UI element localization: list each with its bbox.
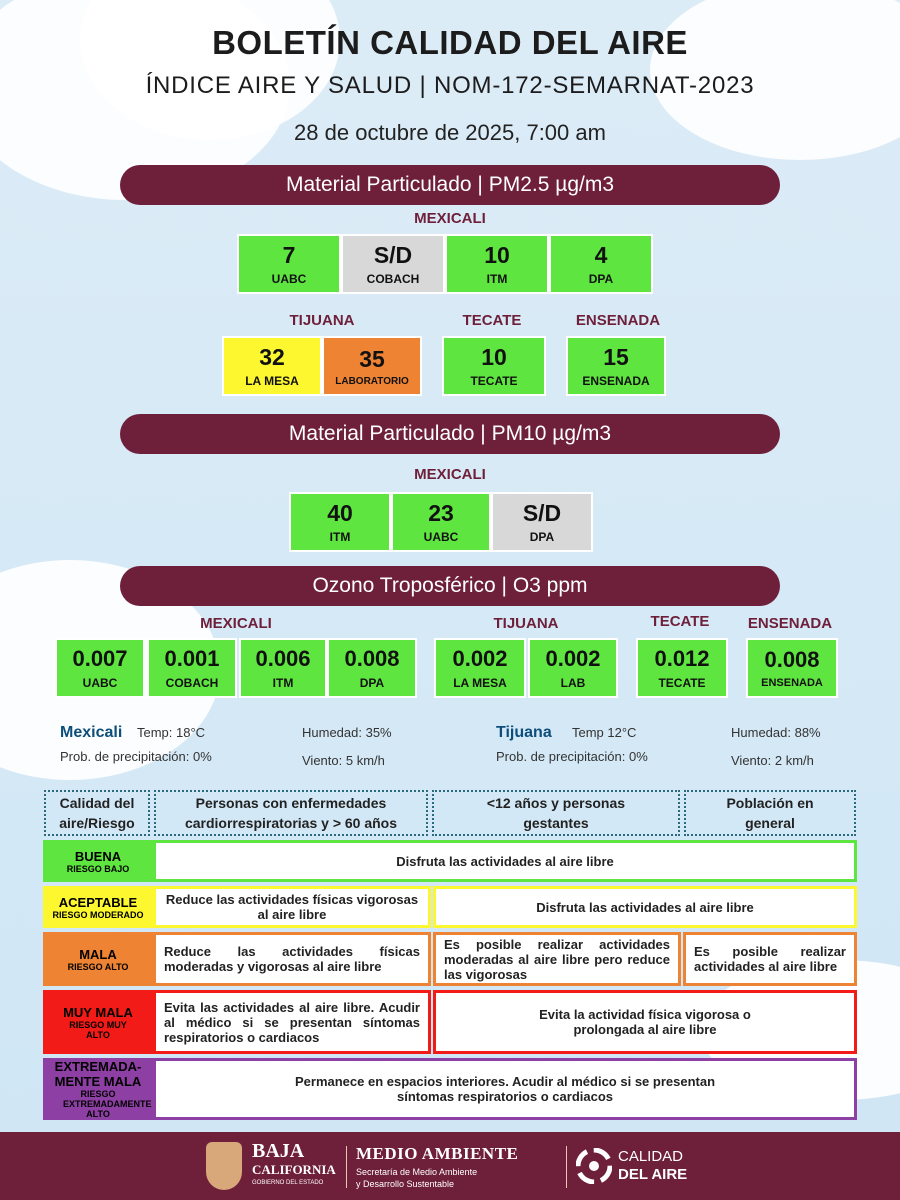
pm25-banner: Material Particulado | PM2.5 µg/m3 — [120, 165, 780, 205]
footer-ma-line2: Secretaría de Medio Ambiente — [356, 1167, 478, 1177]
o3-mexicali-dpa: 0.008 DPA — [327, 638, 417, 698]
pm25-mexicali-cobach: S/D COBACH — [341, 234, 445, 294]
o3-tecate: 0.012 TECATE — [636, 638, 728, 698]
advice-mala-children: Es posible realizar actividades moderadas al aire libre pero reduce las vigorosas — [433, 932, 681, 986]
advice-mala-cardio: Reduce las actividades físicas moderadas y vigorosas al aire libre — [153, 932, 431, 986]
footer-ca-line1: CALIDAD — [618, 1148, 684, 1165]
weather-tijuana-temp: Temp 12°C — [572, 725, 637, 740]
footer-bc-line3: GOBIERNO DEL ESTADO — [252, 1180, 324, 1186]
page-subtitle: ÍNDICE AIRE Y SALUD | NOM-172-SEMARNAT-2023 — [145, 72, 755, 99]
pm10-mexicali-itm: 40 ITM — [289, 492, 391, 552]
level-aceptable: ACEPTABLE RIESGO MODERADO — [43, 886, 153, 928]
o3-ensenada: 0.008 ENSENADA — [746, 638, 838, 698]
weather-mexicali-wind: Viento: 5 km/h — [302, 753, 385, 768]
o3-tijuana-lamesa: 0.002 LA MESA — [434, 638, 526, 698]
pm25-ensenada: 15 ENSENADA — [566, 336, 666, 396]
pm10-banner: Material Particulado | PM10 µg/m3 — [120, 414, 780, 454]
o3-mexicali-uabc: 0.007 UABC — [55, 638, 145, 698]
calidad-aire-logo-icon — [576, 1148, 612, 1184]
weather-tijuana-precip: Prob. de precipitación: 0% — [496, 749, 648, 764]
table-header-risk: Calidad del aire/Riesgo — [44, 790, 150, 836]
advice-muy-mala-general: Evita la actividad física vigorosa o prolongada al aire libre — [433, 990, 857, 1054]
advice-mala-general: Es posible realizar actividades al aire libre — [683, 932, 857, 986]
o3-tijuana-label: TIJUANA — [493, 615, 559, 632]
footer-ma-line3: y Desarrollo Sustentable — [356, 1179, 455, 1189]
footer-divider — [346, 1146, 347, 1188]
pm25-mexicali-label: MEXICALI — [414, 210, 486, 227]
footer-divider — [566, 1146, 567, 1188]
weather-mexicali-precip: Prob. de precipitación: 0% — [60, 749, 212, 764]
footer-ca-line2: DEL AIRE — [618, 1166, 688, 1183]
state-shield-icon — [206, 1142, 242, 1190]
pm25-tijuana-label: TIJUANA — [289, 312, 355, 329]
footer-bc-line2: CALIFORNIA — [252, 1162, 336, 1177]
footer-bc-line1: BAJA — [252, 1140, 305, 1162]
o3-ensenada-label: ENSENADA — [747, 615, 833, 632]
table-header-children: <12 años y personas gestantes — [432, 790, 680, 836]
o3-tijuana-lab: 0.002 LAB — [528, 638, 618, 698]
advice-buena: Disfruta las actividades al aire libre — [153, 840, 857, 882]
footer-ma-title: MEDIO AMBIENTE — [356, 1144, 519, 1163]
advice-aceptable-sensitive: Reduce las actividades físicas vigorosas al aire libre — [153, 886, 431, 928]
table-header-cardio: Personas con enfermedades cardiorrespiratorias y > 60 años — [154, 790, 428, 836]
weather-mexicali-temp: Temp: 18°C — [137, 725, 206, 740]
o3-mexicali-label: MEXICALI — [200, 615, 272, 632]
pm25-mexicali-itm: 10 ITM — [445, 234, 549, 294]
level-extremadamente-mala: EXTREMADA-MENTE MALA RIESGO EXTREMADAMENTE ALTO — [43, 1058, 153, 1120]
pm25-tecate-label: TECATE — [462, 312, 522, 329]
o3-tecate-label: TECATE — [650, 613, 710, 630]
pm25-mexicali-uabc: 7 UABC — [237, 234, 341, 294]
o3-mexicali-itm: 0.006 ITM — [239, 638, 327, 698]
pm10-mexicali-label: MEXICALI — [414, 466, 486, 483]
weather-mexicali-humidity: Humedad: 35% — [302, 725, 392, 740]
bulletin-date: 28 de octubre de 2025, 7:00 am — [294, 120, 606, 145]
advice-aceptable-general: Disfruta las actividades al aire libre — [433, 886, 857, 928]
weather-tijuana-humidity: Humedad: 88% — [731, 725, 821, 740]
level-muy-mala: MUY MALA RIESGO MUY ALTO — [43, 990, 153, 1054]
table-header-general: Población en general — [684, 790, 856, 836]
pm25-mexicali-dpa: 4 DPA — [549, 234, 653, 294]
page-title: BOLETÍN CALIDAD DEL AIRE — [212, 24, 688, 61]
pm10-mexicali-dpa: S/D DPA — [491, 492, 593, 552]
pm25-tijuana-lamesa: 32 LA MESA — [222, 336, 322, 396]
footer-bar — [0, 1132, 900, 1200]
o3-mexicali-cobach: 0.001 COBACH — [147, 638, 237, 698]
weather-tijuana-wind: Viento: 2 km/h — [731, 753, 814, 768]
weather-tijuana-city: Tijuana — [496, 724, 552, 741]
pm25-ensenada-label: ENSENADA — [575, 312, 661, 329]
advice-extremadamente-mala: Permanece en espacios interiores. Acudir al médico si se presentan síntomas respiratorios o cardiacos — [153, 1058, 857, 1120]
level-mala: MALA RIESGO ALTO — [43, 932, 153, 986]
pm25-tecate: 10 TECATE — [442, 336, 546, 396]
level-buena: BUENA RIESGO BAJO — [43, 840, 153, 882]
advice-muy-mala-cardio: Evita las actividades al aire libre. Acudir al médico si se presentan síntomas respiratorios o cardiacos — [153, 990, 431, 1054]
pm25-tijuana-laboratorio: 35 LABORATORIO — [322, 336, 422, 396]
pm10-mexicali-uabc: 23 UABC — [391, 492, 491, 552]
weather-mexicali-city: Mexicali — [60, 724, 123, 741]
o3-banner: Ozono Troposférico | O3 ppm — [120, 566, 780, 606]
